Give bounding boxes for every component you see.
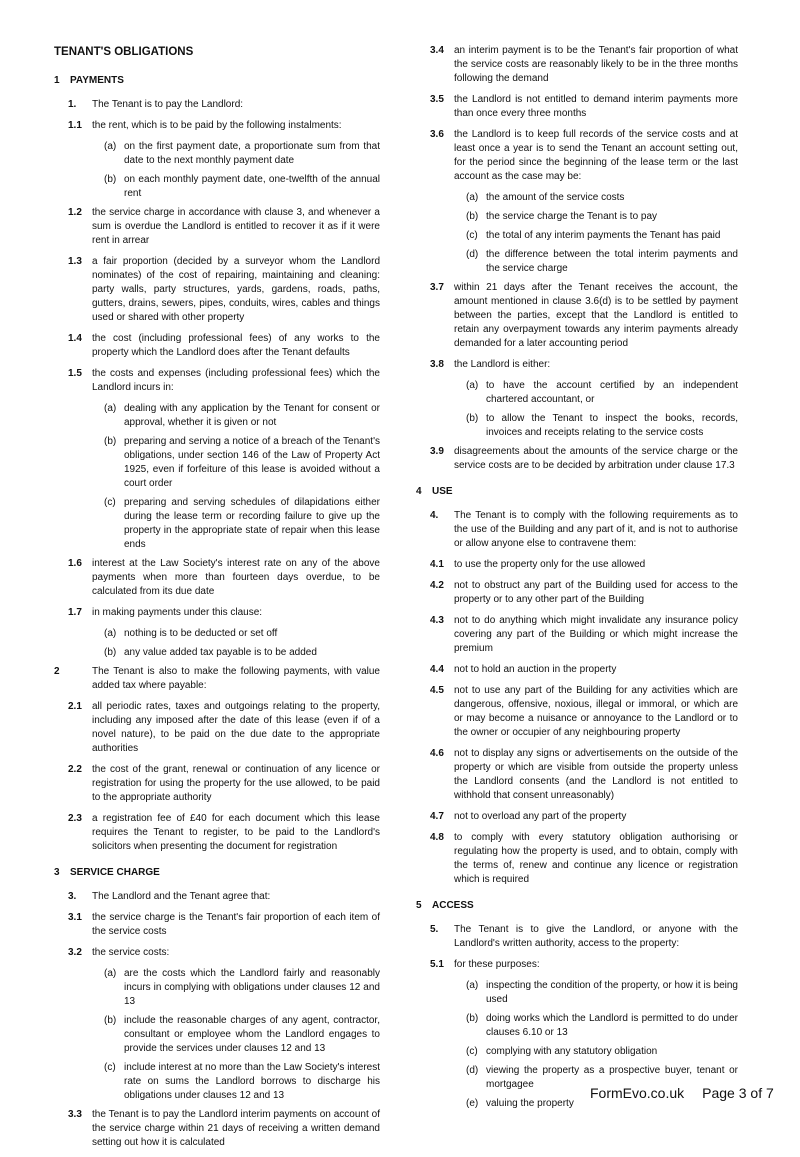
sub-clause [416,191,738,205]
clause-text: on each monthly payment date, one-twelfth of the annual rent [124,174,380,200]
clause-number: 3.4 [430,45,444,56]
clause-number: 2.2 [68,764,82,776]
right-column [416,44,738,1116]
page-number: Page 3 of 7 [702,1085,774,1101]
clause-number: (b) [104,1015,117,1027]
clause [416,128,738,184]
clause-text: PAYMENTS [70,75,124,87]
clause-number: 4.6 [430,748,444,759]
sub-clause [416,248,738,276]
sub-clause [416,379,738,407]
clause-number: 4.5 [430,685,444,696]
page-footer [590,1084,774,1104]
clause-text: for these purposes: [454,959,540,970]
clause-number: (a) [466,192,479,203]
clause-number: 1 [54,75,60,87]
clause-text: the difference between the total interim payments and the service charge [486,249,738,274]
clause-number: 4.2 [430,580,444,591]
clause-number: 4. [430,510,439,521]
clause-text: viewing the property as a prospective buyer, tenant or mortgagee [486,1065,738,1090]
clause-number: 2 [54,666,60,678]
clause-text: The Tenant is to comply with the following requirements as to the use of the Building and any part of it, and is not to authorise or allow anyone else to contravene them: [454,510,738,549]
clause [54,1108,380,1150]
sub-clause [416,979,738,1007]
clause [416,923,738,951]
clause-number: 4 [416,486,422,497]
clause-number: 1. [68,99,77,111]
clause-text: within 21 days after the Tenant receives the account, the amount mentioned in clause 3.6(d) is to be settled by payment between the parties, except that the Landlord is entitled to retain any overpayment towards any interim payments already demanded for a later accounting period [454,282,738,349]
clause [54,557,380,599]
sub-clause [416,210,738,224]
clause [54,206,380,248]
clause [54,911,380,939]
clause-number: 1.4 [68,333,82,345]
clause-text: all periodic rates, taxes and outgoings relating to the property, including any imposed after the date of this lease (even if of a novel nature), to be paid on the due date to the appropriate authorities [92,701,380,755]
clause-text: the costs and expenses (including professional fees) which the Landlord incurs in: [92,368,380,394]
clause-number: 4.7 [430,811,444,822]
clause [416,281,738,351]
sub-clause [54,140,380,168]
clause [54,700,380,756]
clause-text: dealing with any application by the Tenant for consent or approval, whether it is given or not [124,403,380,429]
clause-text: SERVICE CHARGE [70,867,160,879]
clause-number: (b) [466,211,479,222]
clause-number: (c) [466,230,478,241]
clause-text: the service charge the Tenant is to pay [486,211,658,222]
clause-text: the Tenant is to pay the Landlord interim payments on account of the service charge within 21 days of receiving a written demand setting out how it is calculated [92,1109,380,1149]
clause-text: The Tenant is to give the Landlord, or anyone with the Landlord's written authority, access to the property: [454,924,738,949]
clause-number: 1.6 [68,558,82,570]
clause [416,509,738,551]
sub-clause [416,412,738,440]
clause-text: valuing the property [486,1098,574,1109]
clause-number: (b) [466,413,479,424]
sub-clause [54,967,380,1009]
clause [54,606,380,620]
clause-number: (d) [466,249,479,260]
clause [416,747,738,803]
sub-clause [416,1045,738,1059]
clause-number: 3.9 [430,446,444,457]
clause-number: (a) [104,141,117,153]
clause-text: the Landlord is not entitled to demand interim payments more than once every three months [454,94,738,119]
clause-number: 3.6 [430,129,444,140]
sub-clause [54,1061,380,1103]
clause-number: 1.2 [68,207,82,219]
clause-number: (a) [466,380,479,391]
clause [54,763,380,805]
clause [416,810,738,824]
clause-text: The Tenant is also to make the following payments, with value added tax where payable: [92,666,380,692]
clause-text: not to hold an auction in the property [454,664,617,675]
sub-clause [54,646,380,660]
clause-text: a fair proportion (decided by a surveyor whom the Landlord nominates) of the cost of repairing, maintaining and cleaning: party walls, party structures, yards, gardens, roads, paths, gutters, drains, sewers, pipes, conduits, wires, cables and things used or shared with other property [92,256,380,324]
clause-number: 3.8 [430,359,444,370]
clause-text: disagreements about the amounts of the service charge or the service costs are to be decided by arbitration under clause 17.3 [454,446,738,471]
clause-number: 3.2 [68,947,82,959]
sub-clause [416,1012,738,1040]
clause-number: 3 [54,867,60,879]
clause [54,946,380,960]
clause-number: 3. [68,891,77,903]
clause-number: (b) [104,647,117,659]
clause-number: 4.8 [430,832,444,843]
clause-number: 1.5 [68,368,82,380]
clause-text: the Landlord is either: [454,359,551,370]
clause [416,579,738,607]
clause-text: USE [432,486,453,497]
clause [54,332,380,360]
sub-clause [54,173,380,201]
clause-text: inspecting the condition of the property, or how it is being used [486,980,738,1005]
footer-site: FormEvo.co.uk [590,1085,685,1101]
clause-number: 5 [416,900,422,911]
clause [416,358,738,372]
clause [416,663,738,677]
clause-number: (e) [466,1098,479,1109]
clause-text: the Landlord is to keep full records of the service costs and at least once a year is to send the Tenant an account setting out, for the period since the beginning of the lease term or the last account as the case may be: [454,129,738,182]
clause-text: the amount of the service costs [486,192,625,203]
clause-text: The Landlord and the Tenant agree that: [92,891,271,903]
clause-number: (b) [104,436,117,448]
clause-number: 5. [430,924,439,935]
clause [416,44,738,86]
clause-text: the service charge in accordance with clause 3, and whenever a sum is overdue the Landlord is entitled to recover it as if it were rent in arrear [92,207,380,247]
clause-text: to use the property only for the use allowed [454,559,646,570]
clause [416,445,738,473]
clause-number: 4.3 [430,615,444,626]
clause [416,558,738,572]
sub-clause [416,229,738,243]
clause-text: The Tenant is to pay the Landlord: [92,99,244,111]
clause-number: (d) [466,1065,479,1076]
clause-number: (a) [104,403,117,415]
clause-number: 3.1 [68,912,82,924]
clause-number: 3.7 [430,282,444,293]
section-heading [416,485,738,499]
clause [54,890,380,904]
clause-number: 3.5 [430,94,444,105]
clause-text: the service costs: [92,947,170,959]
clause-text: are the costs which the Landlord fairly and reasonably incurs in complying with obligations under clauses 12 and 13 [124,968,380,1008]
clause-number: 5.1 [430,959,444,970]
clause-text: any value added tax payable is to be added [124,647,317,659]
clause-text: preparing and serving a notice of a breach of the Tenant's obligations, under section 146 of the Law of Property Act 1925, even if forfeiture of this lease is avoided without a court order [124,436,380,490]
clause-number: (b) [466,1013,479,1024]
clause-text: the cost of the grant, renewal or continuation of any licence or registration for using the property for the use allowed, to be paid to the appropriate authority [92,764,380,804]
sub-clause [54,1014,380,1056]
clause-number: (c) [104,1062,116,1074]
clause-text: ACCESS [432,900,474,911]
clause-number: (a) [104,968,117,980]
document-title: TENANT'S OBLIGATIONS [54,46,194,58]
clause-text: nothing is to be deducted or set off [124,628,278,640]
clause [416,614,738,656]
clause-text: complying with any statutory obligation [486,1046,658,1057]
clause-text: to have the account certified by an independent chartered accountant, or [486,380,738,405]
clause [54,255,380,325]
clause-number: (b) [104,174,117,186]
section-heading [416,899,738,913]
section-heading [54,866,380,880]
clause [416,93,738,121]
clause-text: to comply with every statutory obligation authorising or regulating how the property is used, and to obtain, comply with the terms of, renew and continue any licence or registration which is required [454,832,738,885]
clause-text: not to do anything which might invalidate any insurance policy covering any part of the Building or which might increase the premium [454,615,738,654]
clause-text: an interim payment is to be the Tenant's fair proportion of what the service costs are reasonably likely to be in the three months following the demand [454,45,738,84]
clause [54,367,380,395]
left-column [54,44,380,1157]
clause-text: a registration fee of £40 for each document which this lease requires the Tenant to register, to be paid to the Landlord's solicitors when presenting the document for registration [92,813,380,853]
clause-number: 2.1 [68,701,82,713]
clause-text: on the first payment date, a proportionate sum from that date to the next monthly payment date [124,141,380,167]
clause-text: not to obstruct any part of the Building used for access to the property or to any other part of the Building [454,580,738,605]
sub-clause [54,496,380,552]
clause [416,958,738,972]
clause-text: the rent, which is to be paid by the following instalments: [92,120,342,132]
sub-clause [54,627,380,641]
clause [416,831,738,887]
clause-number: 4.1 [430,559,444,570]
clause-number: (a) [104,628,117,640]
clause-number: (c) [466,1046,478,1057]
clause [54,119,380,133]
clause-number: (c) [104,497,116,509]
clause-text: interest at the Law Society's interest rate on any of the above payments when more than fourteen days overdue, to be calculated from its due date [92,558,380,598]
sub-clause [54,435,380,491]
clause-text: the total of any interim payments the Tenant has paid [486,230,721,241]
clause-text: not to overload any part of the property [454,811,627,822]
clause [54,98,380,112]
clause-text: in making payments under this clause: [92,607,263,619]
clause [54,665,380,693]
clause-text: not to display any signs or advertisements on the outside of the property or which are visible from outside the property unless the Landlord consents (and the Landlord is not entitled to withhold that consent unreasonably) [454,748,738,801]
sub-clause [54,402,380,430]
clause-number: 1.7 [68,607,82,619]
clause [54,812,380,854]
clause-text: to allow the Tenant to inspect the books, records, invoices and receipts relating to the service costs [486,413,738,438]
clause-number: 1.1 [68,120,82,132]
clause-text: doing works which the Landlord is permitted to do under clauses 6.10 or 13 [486,1013,738,1038]
clause-text: include the reasonable charges of any agent, contractor, consultant or employee whom the Landlord engages to provide the services under clauses 12 and 13 [124,1015,380,1055]
clause-text: preparing and serving schedules of dilapidations either during the lease term or recording failure to give up the property in the appropriate state of repair when this lease ends [124,497,380,551]
clause-number: 4.4 [430,664,444,675]
clause-number: 3.3 [68,1109,82,1121]
clause-text: the service charge is the Tenant's fair proportion of each item of the service costs [92,912,380,938]
clause-number: 1.3 [68,256,82,268]
clause [416,684,738,740]
clause-number: (a) [466,980,479,991]
clause-number: 2.3 [68,813,82,825]
clause-text: not to use any part of the Building for any activities which are dangerous, offensive, noxious, illegal or immoral, or which are or may become a nuisance or annoyance to the Landlord or to the owner or occupier of any neighbouring property [454,685,738,738]
section-heading [54,74,380,88]
clause-text: include interest at no more than the Law Society's interest rate on sums the Landlord borrows to discharge his obligations under clauses 12 and 13 [124,1062,380,1102]
clause-text: the cost (including professional fees) of any works to the property which the Landlord does after the Tenant defaults [92,333,380,359]
